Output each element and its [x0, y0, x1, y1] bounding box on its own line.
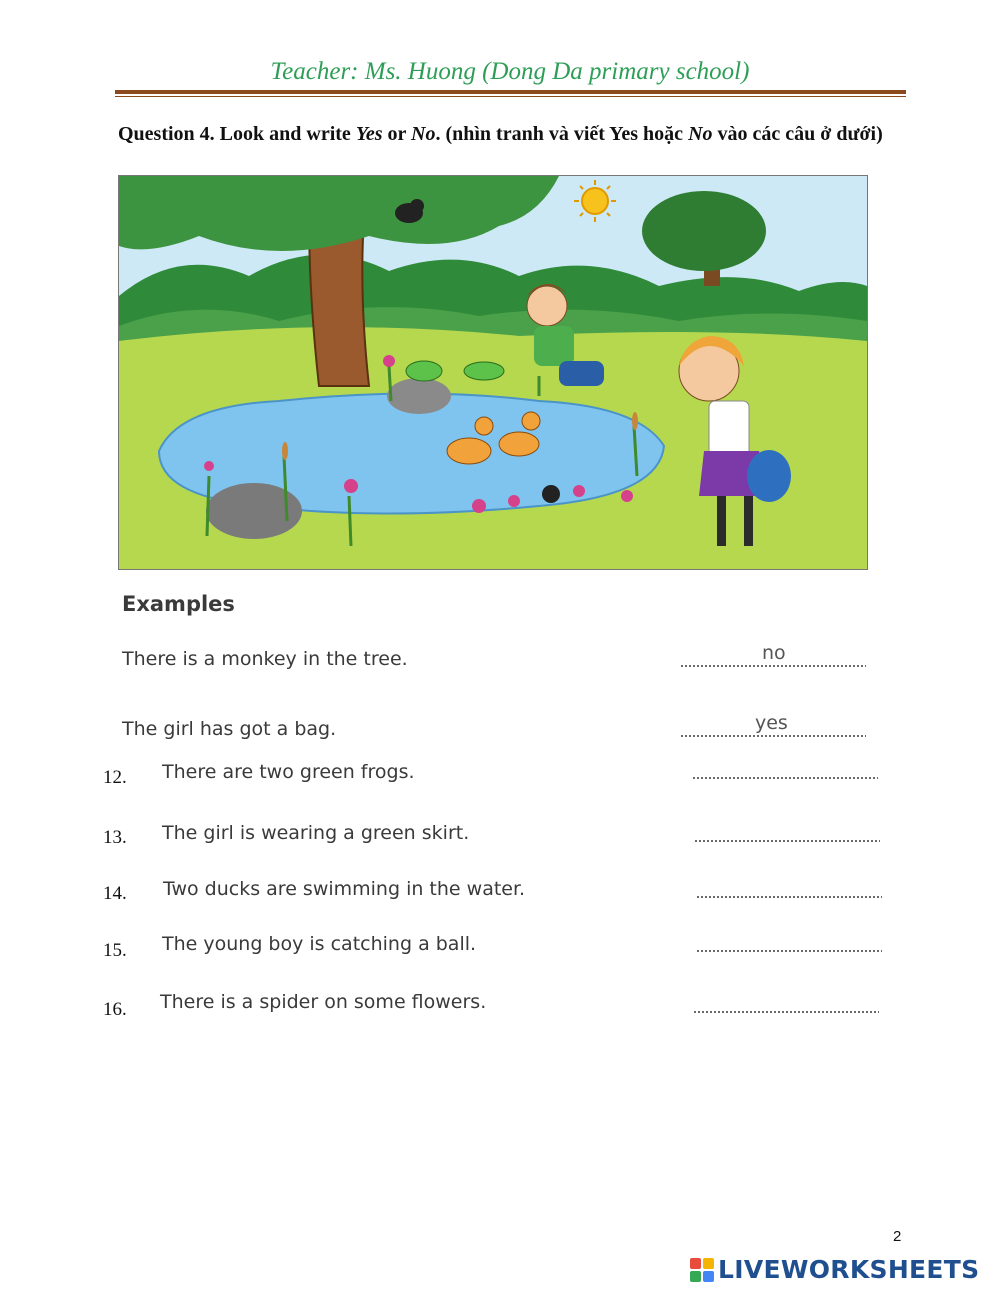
- question-sentence: Two ducks are swimming in the water.: [163, 878, 526, 900]
- answer-line: [680, 734, 866, 738]
- answer-blank[interactable]: [693, 1010, 879, 1014]
- question-number: 15.: [103, 940, 127, 961]
- question-number: 13.: [103, 827, 127, 848]
- brand-name: LIVEWORKSHEETS: [718, 1255, 980, 1284]
- examples-heading: Examples: [122, 592, 235, 616]
- answer-blank[interactable]: [692, 776, 878, 780]
- question-number: 12.: [103, 767, 127, 788]
- header-rule: [115, 90, 906, 94]
- question-number: 14.: [103, 883, 127, 904]
- question-sentence: There are two green frogs.: [162, 761, 415, 783]
- header-rule-thin: [115, 96, 906, 97]
- park-scene-illustration: [118, 175, 868, 570]
- example-sentence: There is a monkey in the tree.: [122, 648, 408, 670]
- brand-icon: [690, 1258, 714, 1282]
- page-number: 2: [893, 1228, 902, 1245]
- example-answer: yes: [755, 712, 788, 734]
- page-header: Teacher: Ms. Huong (Dong Da primary school): [270, 58, 750, 85]
- answer-blank[interactable]: [694, 839, 880, 843]
- question-sentence: The young boy is catching a ball.: [162, 933, 477, 955]
- question-sentence: There is a spider on some flowers.: [160, 991, 487, 1013]
- example-sentence: The girl has got a bag.: [122, 718, 337, 740]
- question-number: 16.: [103, 999, 127, 1020]
- answer-line: [680, 664, 866, 668]
- example-answer: no: [762, 642, 786, 664]
- question-instruction: Question 4. Look and write Yes or No. (nhìn tranh và viết Yes hoặc No vào các câu ở dưới): [118, 123, 883, 145]
- question-sentence: The girl is wearing a green skirt.: [162, 822, 470, 844]
- answer-blank[interactable]: [696, 949, 882, 953]
- answer-blank[interactable]: [696, 895, 882, 899]
- liveworksheets-logo: [690, 1255, 979, 1284]
